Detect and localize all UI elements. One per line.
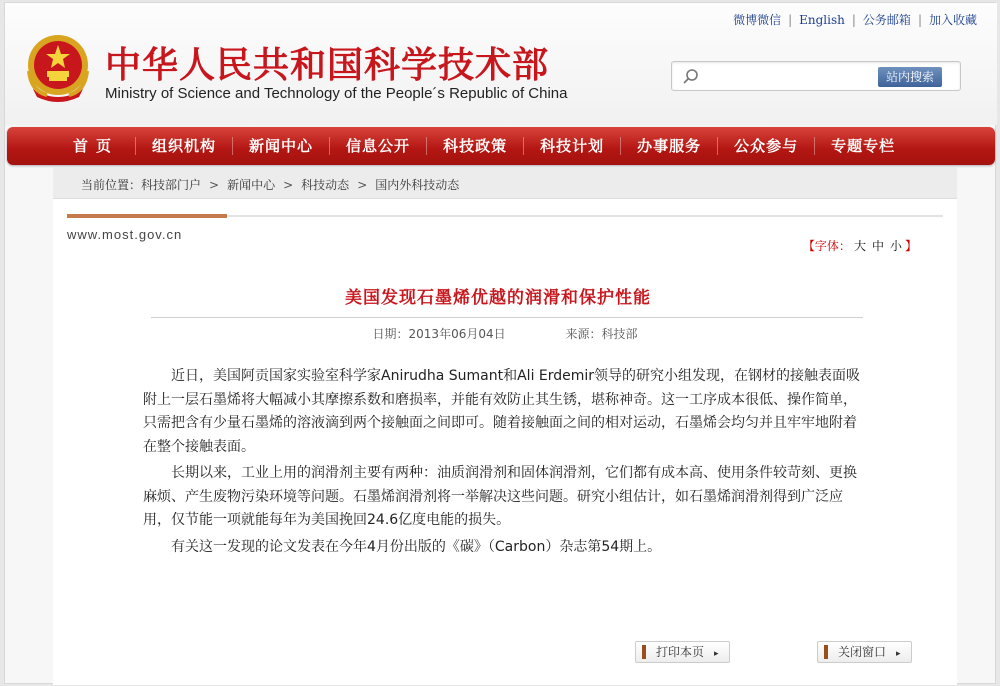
font-size-medium[interactable]: 中 (871, 239, 884, 253)
article-source: 来源：科技部 (565, 327, 638, 341)
top-link-english[interactable]: English (799, 13, 845, 27)
print-page-label: 打印本页 (656, 645, 705, 659)
breadcrumb-item[interactable]: 新闻中心 (227, 178, 276, 192)
breadcrumb-item[interactable]: 科技动态 (301, 178, 350, 192)
nav-item-organization[interactable]: 组织机构 (136, 137, 233, 155)
national-emblem-icon (23, 31, 93, 103)
font-size-label-close: 】 (904, 239, 917, 253)
nav-item-programs[interactable]: 科技计划 (524, 137, 621, 155)
article-paragraph: 近日，美国阿贡国家实验室科学家Anirudha Sumant和Ali Erdemir领导的研究小组发现，在钢材的接触表面吸附上一层石墨烯将大幅减小其摩擦系数和磨损率，并能有效防止其生锈，堪称神奇。这一工序成本很低、操作简单，只需把含有少量石墨烯的溶液滴到两个接触面之间即可。随着接触面之间的相对运动，石墨烯会均匀并且牢牢地附着在整个接触表面。 (143, 368, 861, 455)
article-body (143, 365, 867, 562)
bar-icon (642, 645, 646, 659)
nav-item-policy[interactable]: 科技政策 (427, 137, 524, 155)
top-links: 微博微信 | English | 公务邮箱 | 加入收藏 (733, 13, 977, 27)
site-title-chinese: 中华人民共和国科学技术部 (105, 45, 550, 86)
bar-icon (824, 645, 828, 659)
close-window-label: 关闭窗口 (838, 645, 887, 659)
print-page-button[interactable] (635, 641, 730, 663)
nav-item-services[interactable]: 办事服务 (621, 137, 718, 155)
top-link-weibo-wechat[interactable]: 微博微信 (733, 13, 782, 27)
breadcrumb-item[interactable]: 国内外科技动态 (375, 178, 460, 192)
font-size-label: 【字体： (802, 239, 851, 253)
top-link-mail[interactable]: 公务邮箱 (862, 13, 911, 27)
nav-item-disclosure[interactable]: 信息公开 (330, 137, 427, 155)
article-paragraph: 有关这一发现的论文发表在今年4月份出版的《碳》（Carbon）杂志第54期上。 (171, 538, 662, 555)
site-url: www.most.gov.cn (67, 227, 183, 242)
breadcrumb (53, 167, 957, 199)
nav-item-topics[interactable]: 专题专栏 (831, 137, 896, 155)
font-size-small[interactable]: 小 (889, 239, 902, 253)
article-title: 美国发现石墨烯优越的润滑和保护性能 (345, 288, 651, 308)
search-input[interactable] (706, 67, 866, 87)
tab-accent (67, 214, 227, 218)
breadcrumb-prefix: 当前位置： (81, 178, 142, 192)
font-size-large[interactable]: 大 (853, 239, 866, 253)
site-header (5, 3, 997, 125)
arrow-right-icon: ▸ (896, 649, 901, 659)
search-button[interactable]: 站内搜索 (878, 67, 942, 87)
chevron-right-icon: > (209, 178, 220, 192)
article-panel (53, 199, 957, 685)
font-size-control (803, 237, 917, 254)
close-window-button[interactable] (817, 641, 912, 663)
tab-divider (67, 215, 943, 217)
title-divider (151, 317, 863, 318)
article-paragraph: 长期以来，工业上用的润滑剂主要有两种：油质润滑剂和固体润滑剂，它们都有成本高、使用条件较苛刻、更换麻烦、产生废物污染环境等问题。石墨烯润滑剂将一举解决这些问题。研究小组估计，如石墨烯润滑剂得到广泛应用，仅节能一项就能每年为美国挽回24.6亿度电能的损失。 (143, 465, 857, 528)
nav-item-participation[interactable]: 公众参与 (718, 137, 815, 155)
breadcrumb-item[interactable]: 科技部门户 (141, 178, 202, 192)
top-link-bookmark[interactable]: 加入收藏 (928, 13, 977, 27)
nav-item-home[interactable]: 首页 (57, 137, 136, 155)
page-frame (4, 2, 996, 684)
search-icon (682, 68, 700, 86)
arrow-right-icon: ▸ (714, 649, 719, 659)
article-date: 日期：2013年06月04日 (372, 327, 506, 341)
article-meta (53, 325, 957, 342)
nav-item-news[interactable]: 新闻中心 (233, 137, 330, 155)
chevron-right-icon: > (283, 178, 294, 192)
chevron-right-icon: > (357, 178, 368, 192)
site-title-english: Ministry of Science and Technology of the People´s Republic of China (105, 85, 568, 102)
main-nav (7, 127, 995, 165)
search-box (671, 61, 961, 91)
